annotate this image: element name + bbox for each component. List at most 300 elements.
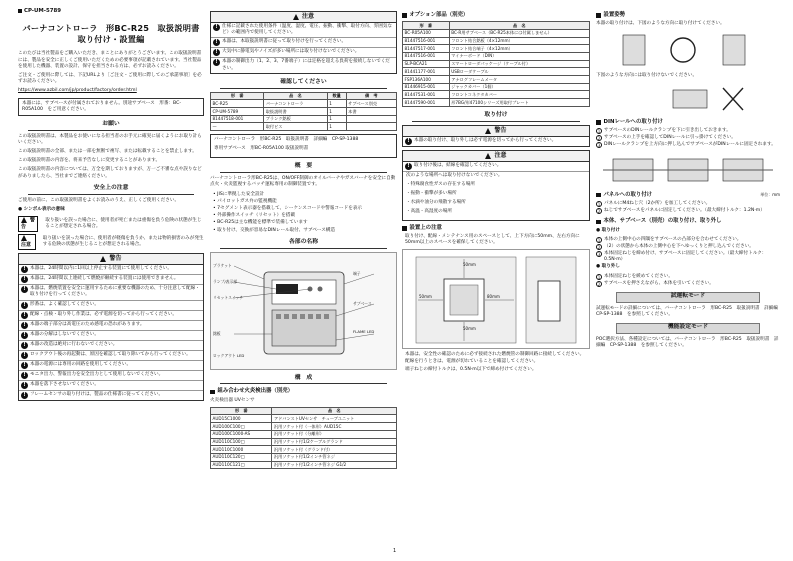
table-cell: FSP136A100	[403, 76, 450, 84]
table-cell: AUD110C100□	[211, 438, 272, 446]
section-heading: 機能設定モード	[616, 323, 760, 334]
mount-caution-box	[402, 150, 590, 221]
section-heading: 取り付け	[412, 112, 580, 122]
square-bullet-icon	[596, 220, 601, 225]
step-number: 1	[597, 237, 601, 243]
table-cell: ブランク銘板	[264, 115, 327, 123]
orientation-heading	[596, 12, 780, 19]
table-cell: 81441177-001	[403, 68, 450, 76]
table-cell: 汎用ソケット付（一体形）AUD15C	[272, 423, 397, 431]
table-row	[403, 76, 590, 84]
section-heading: 構 成	[220, 375, 387, 385]
order-url[interactable]: https://www.azbil.com/jp/product/factory/order.html	[18, 88, 137, 94]
table-row	[211, 430, 397, 438]
warning-circle-icon: !	[21, 342, 28, 349]
square-bullet-icon	[402, 226, 407, 231]
subbase-heading-text: 本体、サブベース（別売）の取り付け、取り外し	[603, 218, 722, 225]
subbase-attach-text: 取り付け	[601, 227, 620, 233]
section-heading: お願い	[28, 121, 194, 131]
warning-header-text: 警告	[109, 255, 122, 263]
table-header: 数量	[327, 92, 346, 100]
warning-circle-icon: !	[21, 286, 28, 293]
table-cell: 形7BG/形47100シリーズ用取付プレート	[449, 99, 589, 107]
feature-list	[210, 192, 397, 234]
step-text: 本体固定ねじを締め付け、サブベースに固定してください。（最大締付トルク：0.5N·m）	[604, 251, 767, 263]
install-heading-text: 設置上の注意	[409, 224, 442, 231]
square-bullet-icon	[596, 13, 601, 18]
step-item	[596, 281, 780, 287]
notice-item	[211, 38, 396, 48]
section-heading: 概 要	[220, 163, 387, 173]
notice-item	[19, 301, 203, 311]
table-cell: スマートローダパッケージ（ケーブル付）	[449, 60, 589, 68]
symbol-label-text: シンボル表示の意味	[23, 206, 65, 212]
square-bullet-icon	[210, 390, 215, 395]
table-cell: バーナコントローラ	[264, 100, 327, 108]
table-cell: 汎用ソケット付1/2インチ管ネジ	[272, 453, 397, 461]
warning-list	[19, 265, 203, 399]
caution-box	[210, 11, 397, 74]
related-docs-box	[210, 134, 397, 158]
warning-circle-icon: !	[21, 372, 28, 379]
step-number: 2	[597, 244, 601, 250]
table-cell: 本書	[346, 108, 396, 116]
list-item-text: 7セグメント表示器を搭載して、シーケンスコードや警報コードを表示	[217, 205, 362, 211]
page-title: バーナコントローラ 形BC-R25 取扱説明書 取り付け・設置編	[22, 23, 208, 45]
options-table	[402, 21, 590, 106]
notice-item-text: 本器の電源には専用の回路を使用してください。	[30, 361, 132, 367]
config-subtitle	[210, 388, 397, 395]
mount-warning-item	[403, 137, 589, 146]
table-cell: AUD100C100□	[211, 423, 272, 431]
warning-box	[18, 253, 204, 400]
table-cell: USBローダケーブル	[449, 68, 589, 76]
table-cell: マイナーボード（DIN）	[449, 52, 589, 60]
table-cell: アナログフレームメータ	[449, 76, 589, 84]
table-row	[211, 415, 397, 423]
table-row	[403, 91, 590, 99]
dimension-label: 50mm	[419, 294, 432, 300]
table-cell: 81447516-001	[403, 52, 450, 60]
table-row	[211, 446, 397, 454]
install-heading	[402, 225, 590, 232]
orientation-ok-diagram	[603, 31, 773, 69]
table-cell: AUD110C121□	[211, 461, 272, 469]
warning-circle-icon: !	[21, 352, 28, 359]
step-item	[596, 201, 780, 207]
table-cell: フロント結合銘板（4×12mm）	[449, 37, 589, 45]
table-cell: AUD110C1000	[211, 446, 272, 454]
panel-step-list	[596, 201, 780, 214]
part-names-figure	[210, 252, 397, 370]
list-item: ・振動・衝撃が多い場所	[406, 191, 457, 197]
warning-circle-icon: !	[21, 302, 28, 309]
accessory-note: 本器には、サブベースが付属されておりません。別途サブベース 形番：BC-R05A100 をご用意ください。	[18, 98, 204, 116]
table-cell: AUD15C1000	[211, 415, 272, 423]
list-item: ・水滴や油分の飛散する場所	[406, 200, 466, 206]
notice-item	[19, 331, 203, 341]
step-number: 1	[597, 128, 601, 134]
notice-item-text: 本器の分解はしないでください。	[30, 331, 99, 337]
notice-item-text: 本器の制御出力（1、2、3、7番端子）には定格を超える負荷を接続しないでください。	[222, 59, 390, 71]
notice-item-text: 大気中に静電気やノイズが多い場所には取り付けないでください。	[222, 49, 360, 55]
step-text: 本体の上側中心の四隅をサブベースの凸部分を合わせてください。	[604, 236, 742, 242]
orientation-ng-diagram	[603, 84, 773, 114]
step-number: 3	[597, 143, 601, 149]
din-rail-diagram	[603, 153, 773, 187]
warning-circle-icon: !	[21, 362, 28, 369]
request-text: この取扱説明書の内容については、万全を期しておりますが、万一ご不審な点や誤りなどがありましたら、当社までご連絡ください。	[18, 167, 202, 179]
step-item	[596, 208, 780, 214]
section-heading: 安全上の注意	[28, 185, 194, 195]
list-item-text: BC-R25は主な機能を標準で装備しています	[217, 220, 308, 226]
request-text: この取扱説明書の内容を、将来予告なしに変更することがあります。	[18, 158, 161, 164]
caution-list	[211, 23, 396, 73]
panel-unit: 単位：mm	[760, 192, 780, 198]
step-text: サブベースの上手を確認してDINレールに引っ掛けてください。	[604, 135, 736, 141]
subbase-attach-label: ● 取り付け	[596, 227, 620, 233]
table-row	[403, 45, 590, 53]
step-number: 3	[597, 252, 601, 258]
intro-paragraph: このたびは当社製品をご購入いただき、まことにありがとうございます。この取扱説明書には、製品を安全に正しくご使用いただくための必要事項が記載されています。当社製品を使用した機器、装置の設計、保守を担当される方は、必ずお読みください。	[18, 51, 202, 69]
caution-triangle-icon	[21, 235, 27, 241]
mount-warning-text: 警告	[494, 126, 507, 134]
doc-id: CP-UM-5789	[18, 8, 204, 15]
table-cell: BC-R25	[211, 100, 264, 108]
step-item	[596, 128, 780, 134]
caution-circle-icon: !	[213, 59, 220, 66]
panel-heading-text: パネルへの取り付け	[603, 191, 653, 198]
notice-item	[19, 381, 203, 391]
din-heading-text: DINレールへの取り付け	[603, 118, 663, 125]
table-row	[403, 68, 590, 76]
table-row	[403, 52, 590, 60]
caution-badge-text: 注意	[21, 242, 32, 249]
table-cell: フロントコネクタカバー	[449, 91, 589, 99]
table-cell: 取扱説明書	[264, 108, 327, 116]
install-text: 配線を行うときは、電源が切れていることを確認してください。	[405, 359, 539, 365]
list-item: 次のような場所へは取り付けないでください。	[406, 172, 503, 178]
symbol-label: ● シンボル表示の意味	[18, 206, 65, 212]
table-cell	[346, 115, 396, 123]
notice-item	[19, 391, 203, 400]
warning-circle-icon: !	[21, 276, 28, 283]
table-row	[211, 423, 397, 431]
dimension-label: 50mm	[463, 262, 476, 268]
section-heading: 各部の名称	[220, 239, 387, 249]
step-text: サブベースのDINレールクランプを下に引き出しておきます。	[604, 127, 731, 133]
table-cell: アドバンストUVセンサ チューブユニット	[272, 415, 397, 423]
part-label: ロックアウト LED	[213, 352, 245, 358]
table-cell: 81447517-001	[403, 45, 450, 53]
list-item: • 7セグメント表示器を搭載して、シーケンスコードや警報コードを表示	[213, 205, 362, 211]
orientation-ok-figure	[596, 30, 780, 70]
din-figure	[596, 152, 780, 188]
subbase-remove-label: ● 取り外し	[596, 264, 620, 270]
warning-circle-icon: !	[21, 382, 28, 389]
test-mode-text: 試運転モードの詳細については、バーナコントローラ 形BC-R25 取扱説明書 詳細編 CP-SP-1388 を参照してください。	[596, 305, 783, 317]
notice-item-text: 仕様に記載された使用条件（温度、湿度、電圧、振動、衝撃、取付方向、雰囲気など）の範囲内で使用してください。	[222, 24, 392, 36]
table-cell: 取付ビス	[264, 123, 327, 131]
list-item: ・高温・高湿度の場所	[406, 209, 452, 215]
mount-caution-text: 注意	[494, 151, 507, 159]
table-cell: フロント結合端子（4×12mm）	[449, 45, 589, 53]
notice-item-text: 本器は、24時間以上連続して燃焼が継続する装置には使用できません。	[30, 276, 179, 282]
dimension-label-list	[403, 250, 583, 346]
part-label: ランプ/表示部	[213, 278, 238, 284]
prohibit-icon: !	[405, 138, 412, 145]
warning-header	[19, 254, 203, 265]
caution-triangle-icon	[293, 14, 299, 20]
step-text: 本体固定ねじを緩めてください。	[604, 273, 673, 279]
part-label-list	[213, 257, 389, 367]
part-label: 銘板	[213, 330, 221, 336]
orientation-text: 本器の取り付けは、下図のような方向に取り付けてください。	[596, 21, 725, 27]
warning-triangle-icon	[21, 217, 27, 223]
notice-item-text: 本器を落下させないでください。	[30, 381, 99, 387]
table-cell: 1	[327, 115, 346, 123]
notice-item-text: 本器の端子部分は高電圧のため感電の恐れがあります。	[30, 321, 145, 327]
table-cell: 81447590-001	[403, 99, 450, 107]
step-item	[596, 274, 780, 280]
mount-caution-header	[403, 151, 589, 162]
subbase-remove-text: 取り外し	[601, 264, 620, 270]
table-cell	[346, 123, 396, 131]
table-cell: BC-R用サブベース（BC-R25本体には付属しません）	[449, 29, 589, 37]
table-row	[211, 108, 397, 116]
step-item	[596, 237, 780, 243]
table-row	[211, 115, 397, 123]
notice-item	[19, 265, 203, 275]
square-bullet-icon	[596, 120, 601, 125]
table-header: 品 名	[272, 407, 397, 415]
notice-item	[211, 23, 396, 38]
table-cell: AUD100C1000-AS	[211, 430, 272, 438]
step-item	[596, 142, 780, 148]
config-table	[210, 407, 397, 469]
func-setting-text: POC選択方法、各種設定については、バーナコントローラ 形BC-R25 取扱説明書 詳細編 CP-SP-1388 を参照してください。	[596, 337, 779, 349]
intro-paragraph: ご注文・ご使用に際しては、下記URLより［ご注文・ご使用に際してのご承諾事項］を必ずお読みください。	[18, 72, 202, 85]
instruction-icon: !	[405, 163, 412, 170]
warning-circle-icon: !	[21, 312, 28, 319]
install-text: 本器は、安全性の確認のために必ず接続された燃焼管の制御回路に接続してください。	[405, 352, 585, 358]
part-label: リセットスイッチ	[213, 294, 244, 300]
table-row	[403, 29, 590, 37]
mount-item-list	[403, 172, 589, 220]
warning-symbol-row	[18, 216, 204, 232]
part-label: 端子	[353, 270, 361, 276]
mount-warning-item-text: 本器の取り付け、取り外しは必ず電源を切ってから行ってください。	[414, 137, 557, 143]
notice-item-text: 本器は、本取扱説明書に従って取り付けを行ってください。	[222, 39, 347, 45]
table-header: 備 考	[346, 92, 396, 100]
request-text: この取扱説明書は、本製品をお使いになる担当者のお手元に確実に届くようにお取り計らいください。	[18, 133, 202, 145]
table-row	[403, 60, 590, 68]
table-cell: サブベース別売	[346, 100, 396, 108]
notice-item	[19, 285, 203, 300]
config-title-text: 組み合わせ火炎検出器（別売）	[217, 388, 293, 395]
options-heading-text: オプション部品（別売）	[409, 12, 469, 18]
panel-heading	[596, 192, 780, 199]
warning-circle-icon: !	[21, 392, 28, 399]
related-doc: バーナコントローラ 形BC-R25 取扱説明書 詳細編 CP-SP-1388	[214, 137, 359, 143]
caution-header-text: 注意	[301, 13, 314, 20]
contents-table	[210, 92, 397, 131]
table-cell: ジャックカバー（1個）	[449, 83, 589, 91]
table-row	[211, 461, 397, 469]
section-heading: 確認してください	[220, 79, 387, 89]
table-row	[211, 453, 397, 461]
table-cell: 81447516-001	[403, 37, 450, 45]
notice-item	[19, 311, 203, 321]
table-cell: 1	[327, 123, 346, 131]
mount-caution-item-text: 取り付け後は、結線を確認してください。	[414, 162, 502, 168]
warning-triangle-icon	[100, 256, 106, 262]
warning-circle-icon: !	[21, 332, 28, 339]
table-header: 形 番	[403, 22, 450, 30]
dimension-label: 50mm	[463, 326, 476, 332]
table-row	[211, 123, 397, 131]
table-cell: CP-UM-5789	[211, 108, 264, 116]
step-number: 2	[597, 281, 601, 287]
warning-badge-text: 警告	[21, 217, 36, 231]
warning-circle-icon: !	[21, 322, 28, 329]
step-item	[596, 251, 780, 263]
warning-circle-icon: !	[21, 266, 28, 273]
caution-circle-icon: !	[213, 49, 220, 56]
notice-item	[19, 361, 203, 371]
table-cell: 81447531-001	[403, 91, 450, 99]
step-text: （2）の状態から本体の上側中心を下へゆっくりと押し込んでください。	[604, 243, 754, 249]
table-header: 品 名	[449, 22, 589, 30]
table-cell: AUD110C120□	[211, 453, 272, 461]
subbase-step-list	[596, 237, 780, 264]
square-bullet-icon	[402, 13, 407, 18]
notice-item-text: 本器の改造は絶対に行わないでください。	[30, 341, 118, 347]
table-row	[211, 100, 397, 108]
related-doc: 専用サブベース 形BC-R05A100 取扱説明書	[214, 146, 309, 152]
square-bullet-icon	[596, 193, 601, 198]
notice-item-text: モニタ出力、警報出力を安全出力として使用しないでください。	[30, 371, 164, 377]
table-cell: 汎用ソケット付（分離形）	[272, 430, 397, 438]
orientation-ng-text: 下図のような方向には取り付けないでください。	[596, 73, 698, 79]
table-cell: —	[211, 123, 264, 131]
orientation-heading-text: 設置姿勢	[603, 12, 626, 18]
notice-item-text: ロックアウト後の再起動は、原因を確認して取り除いてから行ってください。	[30, 351, 191, 357]
page-number: 1	[393, 548, 397, 554]
caution-symbol-row	[18, 234, 204, 250]
step-text: サブベースを押さえながら、本体を引いてください。	[604, 280, 714, 286]
table-cell: 81446915-001	[403, 83, 450, 91]
list-item: • 外部操作スイッチ（リセット）を搭載	[213, 213, 296, 219]
table-row	[211, 438, 397, 446]
step-number: 1	[597, 274, 601, 280]
din-heading	[596, 119, 780, 126]
install-text: 端子ねじの締付トルクは、0.5N·m以下で締め付けてください。	[405, 366, 537, 372]
safety-text: ご使用の前に、この取扱説明書をよくお読みのうえ、正しくご使用ください。	[18, 197, 180, 203]
section-heading: 試運転モード	[616, 292, 760, 303]
clearance-figure	[402, 249, 590, 349]
notice-item	[19, 351, 203, 361]
notice-item-text: 配線・点検・取り外し作業は、必ず電源を切ってから行ってください。	[30, 311, 178, 317]
table-row	[403, 37, 590, 45]
caution-circle-icon: !	[213, 39, 220, 46]
caution-badge	[18, 234, 36, 250]
caution-circle-icon: !	[213, 24, 220, 31]
step-number: 2	[597, 136, 601, 142]
step-number: 1	[597, 201, 601, 207]
table-cell: SLP-BCA21	[403, 60, 450, 68]
notice-item	[19, 341, 203, 351]
overview-text: バーナコントローラ形BC-R25は、ON/OFF制御のオイルバーナやガスバーナを安全に自動点火・火炎監視するバッチ運転専用の制御装置です。	[210, 176, 396, 188]
step-item	[596, 135, 780, 141]
caution-header	[211, 12, 396, 23]
table-cell: 汎用ソケット付（グランド付）	[272, 446, 397, 454]
step-text: DINレールクランプを上方向に押し込んでサブベースがDINレールに固定されます。	[604, 142, 776, 148]
column-3	[402, 8, 590, 553]
notice-item	[19, 321, 203, 331]
table-row	[403, 83, 590, 91]
din-step-list	[596, 128, 780, 149]
list-item: • 取り付け、交換が容易なDINレール取付、サブベース構造	[213, 227, 336, 233]
table-cell: 汎用ソケット付1/2ケーブルグランド	[272, 438, 397, 446]
mount-warning-header	[403, 126, 589, 137]
column-4	[596, 8, 783, 553]
list-item: • JISに準拠した安全設計	[213, 191, 265, 197]
table-cell: BC-R05A100	[403, 29, 450, 37]
column-2	[210, 8, 397, 553]
notice-item	[19, 275, 203, 285]
notice-item	[211, 48, 396, 58]
list-item-text: 外部操作スイッチ（リセット）を搭載	[217, 213, 296, 219]
caution-triangle-icon	[485, 153, 491, 159]
dimension-label: 80mm	[487, 294, 500, 300]
step-number: 2	[597, 209, 601, 215]
orientation-ng-figure	[596, 83, 780, 115]
list-item: ・特殊腐食性ガスの存在する場所	[406, 181, 475, 187]
config-sub: 火炎検出器 UVセンサ	[210, 397, 255, 403]
remove-step-list	[596, 274, 780, 287]
notice-item-text: 形番は、よく確認してください。	[30, 301, 99, 307]
table-header: 形 番	[211, 92, 264, 100]
list-item-text: JISに準拠した安全設計	[217, 191, 265, 197]
warning-triangle-icon	[485, 128, 491, 134]
table-row	[403, 99, 590, 107]
mount-warning-box	[402, 125, 590, 147]
table-cell: 1	[327, 100, 346, 108]
step-text: パネルにM4ねじ穴（2か所）を加工してください。	[604, 200, 711, 206]
part-label: FLAME LED	[353, 328, 375, 334]
table-cell: 81447518-001	[211, 115, 264, 123]
list-item: • BC-R25は主な機能を標準で装備しています	[213, 220, 308, 226]
warning-badge	[18, 216, 38, 232]
table-cell: 1	[327, 108, 346, 116]
options-heading	[402, 12, 590, 19]
step-text: ねじでサブベースをパネルに固定してください。（最大締付トルク：1.2N·m）	[604, 208, 765, 214]
column-1	[18, 8, 208, 553]
notice-item	[211, 58, 396, 72]
notice-item-text: フレームセンサの取り付けは、製品の仕様書に従ってください。	[30, 391, 164, 397]
notice-item-text: 本器は、24時間以内に1回以上停止する装置にて使用してください。	[30, 266, 172, 272]
table-cell: 汎用ソケット付1/2インチ管ネジ G1/2	[272, 461, 397, 469]
request-text: この取扱説明書の全部、または一部を無断で複写、または転載することを禁止します。	[18, 149, 197, 155]
part-label: ブラケット	[213, 262, 232, 268]
table-header: 形 番	[211, 407, 272, 415]
list-item: • パイロットガス弁の監視機能	[213, 198, 277, 204]
subbase-heading	[596, 218, 780, 225]
notice-item-text: 本器は、燃焼装置を安全に運用するために重要な機器のため、十分注意して配線・取り付けを行ってください。	[30, 286, 200, 298]
list-item-text: パイロットガス弁の監視機能	[217, 198, 277, 204]
mount-caution-item	[403, 162, 589, 172]
